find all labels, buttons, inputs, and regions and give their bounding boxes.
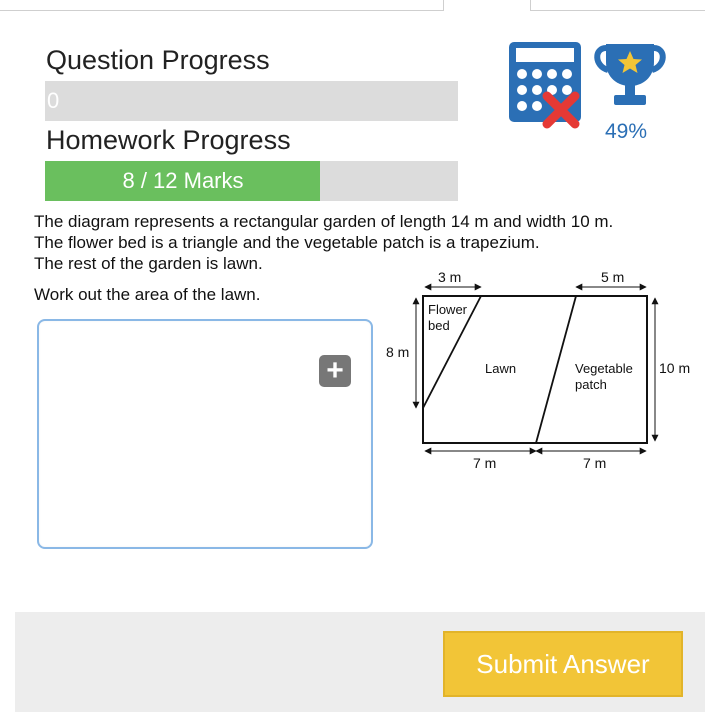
dim-left: 8 m xyxy=(386,344,410,360)
question-task: Work out the area of the lawn. xyxy=(34,285,261,304)
flower-bed-label-2: bed xyxy=(428,318,450,333)
answer-input-area[interactable] xyxy=(37,319,373,549)
dim-right: 10 m xyxy=(659,360,691,376)
trophy-icon xyxy=(592,40,668,108)
question-progress-bar xyxy=(45,81,458,121)
homework-progress-bar xyxy=(45,161,458,201)
score-percent: 49% xyxy=(605,120,648,143)
question-text-line-3: The rest of the garden is lawn. xyxy=(34,254,263,273)
homework-progress-value: 8 / 12 Marks xyxy=(122,168,244,193)
dim-bottom-left: 7 m xyxy=(473,455,497,471)
dim-top-right: 5 m xyxy=(601,269,625,285)
submit-answer-button[interactable]: Submit Answer xyxy=(443,631,683,697)
garden-diagram xyxy=(380,265,700,480)
dim-bottom-right: 7 m xyxy=(583,455,607,471)
calculator-not-allowed-icon xyxy=(507,40,585,130)
question-progress-value: 0 xyxy=(47,88,60,113)
lawn-label: Lawn xyxy=(485,361,517,376)
flower-bed-label-1: Flower xyxy=(428,302,468,317)
question-progress-label: Question Progress xyxy=(46,45,270,75)
top-tab-left[interactable] xyxy=(0,0,444,11)
homework-progress-label: Homework Progress xyxy=(46,125,291,155)
vegetable-patch-label-2: patch xyxy=(575,377,607,392)
question-text-line-1: The diagram represents a rectangular garden of length 14 m and width 10 m. xyxy=(34,212,614,231)
vegetable-patch-edge xyxy=(536,296,576,443)
plus-icon[interactable]: + xyxy=(319,355,351,387)
dim-top-left: 3 m xyxy=(438,269,462,285)
question-text-line-2: The flower bed is a triangle and the vegetable patch is a trapezium. xyxy=(34,233,540,252)
vegetable-patch-label-1: Vegetable xyxy=(575,361,633,376)
top-tab-right[interactable] xyxy=(530,0,705,11)
